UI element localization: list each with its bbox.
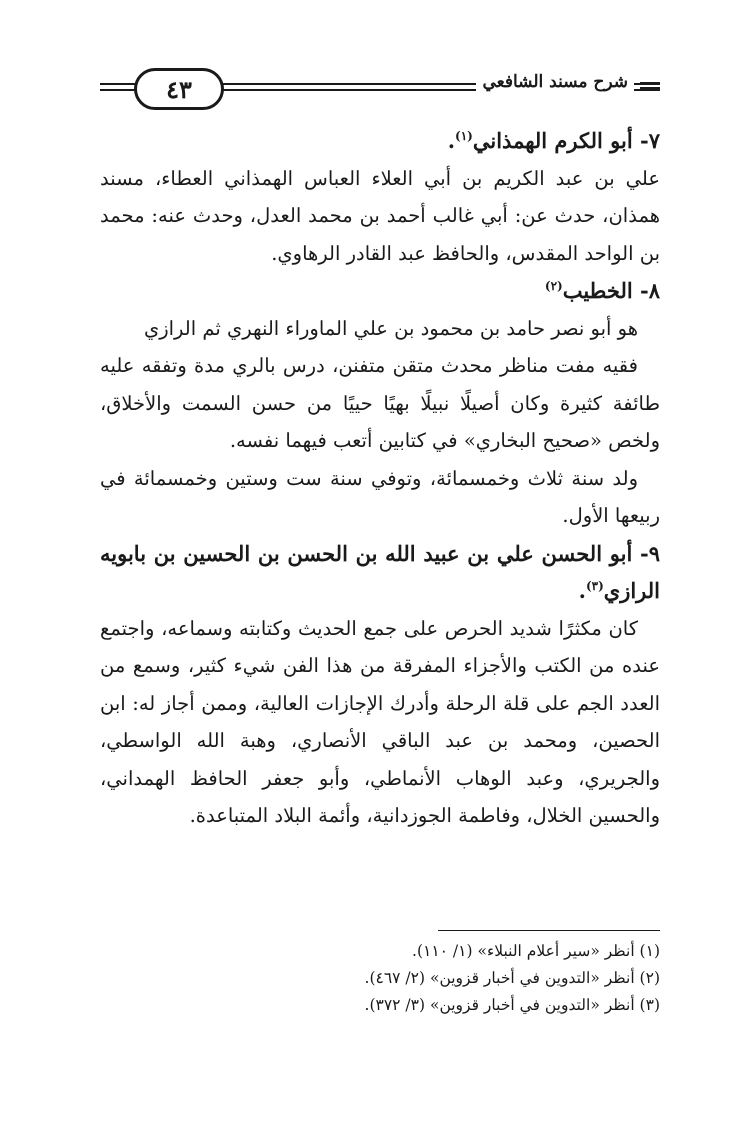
running-title: شرح مسند الشافعي <box>476 72 634 92</box>
footnote-ref: (١) <box>455 129 473 143</box>
page-header <box>100 66 660 110</box>
main-text <box>100 122 660 835</box>
footnote-ref: (٣) <box>585 579 604 593</box>
page-number <box>134 68 224 110</box>
header-dash <box>640 82 660 92</box>
entry-heading: ٩- أبو الحسن علي بن عبيد الله بن الحسن بن الحسين بن بابويه الرازي$^{(٣)}$. <box>100 540 660 603</box>
entry-paragraph: كان مكثرًا شديد الحرص على جمع الحديث وكتابته وسماعه، واجتمع عنده من الكتب والأجزاء المفرقة من هذا الفن شيء كثير، وسمع من العدد الجم على قلة الرحلة وأدرك الإجازات العالية، وممن أجاز له: ابن الحصين، ومحمد بن عبد الباقي الأنصاري، وهبة الله الواسطي، والجريري، وعبد الوهاب الأنماطي، وأبو جعفر الحافظ الهمداني، والحسين الخلال، وفاطمة الجوزدانية، وأئمة البلاد المتباعدة. <box>100 616 660 827</box>
page-number-text: ٤٣ <box>166 74 192 104</box>
entry-heading: ٧- أبو الكرم الهمذاني$^{(١)}$. <box>447 128 660 153</box>
footnote: (٢) أنظر «التدوين في أخبار قزوين» (٢/ ٤٦٧). <box>364 969 660 987</box>
entry-paragraph: هو أبو نصر حامد بن محمود بن علي الماوراء النهري ثم الرازي <box>143 316 638 340</box>
entry-heading: ٨- الخطيب$^{(٢)}$ <box>544 278 660 303</box>
footnote-separator <box>438 930 660 931</box>
entry-paragraph: علي بن عبد الكريم بن أبي العلاء العباس الهمذاني العطاء، مسند همذان، حدث عن: أبي غالب أحمد بن محمد العدل، وحدث عنه: محمد بن الواحد المقدس، والحافظ عبد القادر الرهاوي. <box>100 166 660 265</box>
entry-paragraph: فقيه مفت مناظر محدث متقن متفنن، درس بالري مدة وتفقه عليه طائفة كثيرة وكان أصيلًا نبيلًا بهيًا حييًا من حسن السمت والأخلاق، ولخص «صحيح البخاري» في كتابين أتعب فيهما نفسه. <box>100 354 660 452</box>
entry-paragraph: ولد سنة ثلاث وخمسمائة، وتوفي سنة ست وستين وخمسمائة في ربيعها الأول. <box>100 466 660 527</box>
footnote: (١) أنظر «سير أعلام النبلاء» (١/ ١١٠). <box>412 942 660 960</box>
footnotes <box>100 938 660 1019</box>
footnote-ref: (٢) <box>544 279 563 293</box>
footnote: (٣) أنظر «التدوين في أخبار قزوين» (٣/ ٣٧٢). <box>364 996 660 1014</box>
